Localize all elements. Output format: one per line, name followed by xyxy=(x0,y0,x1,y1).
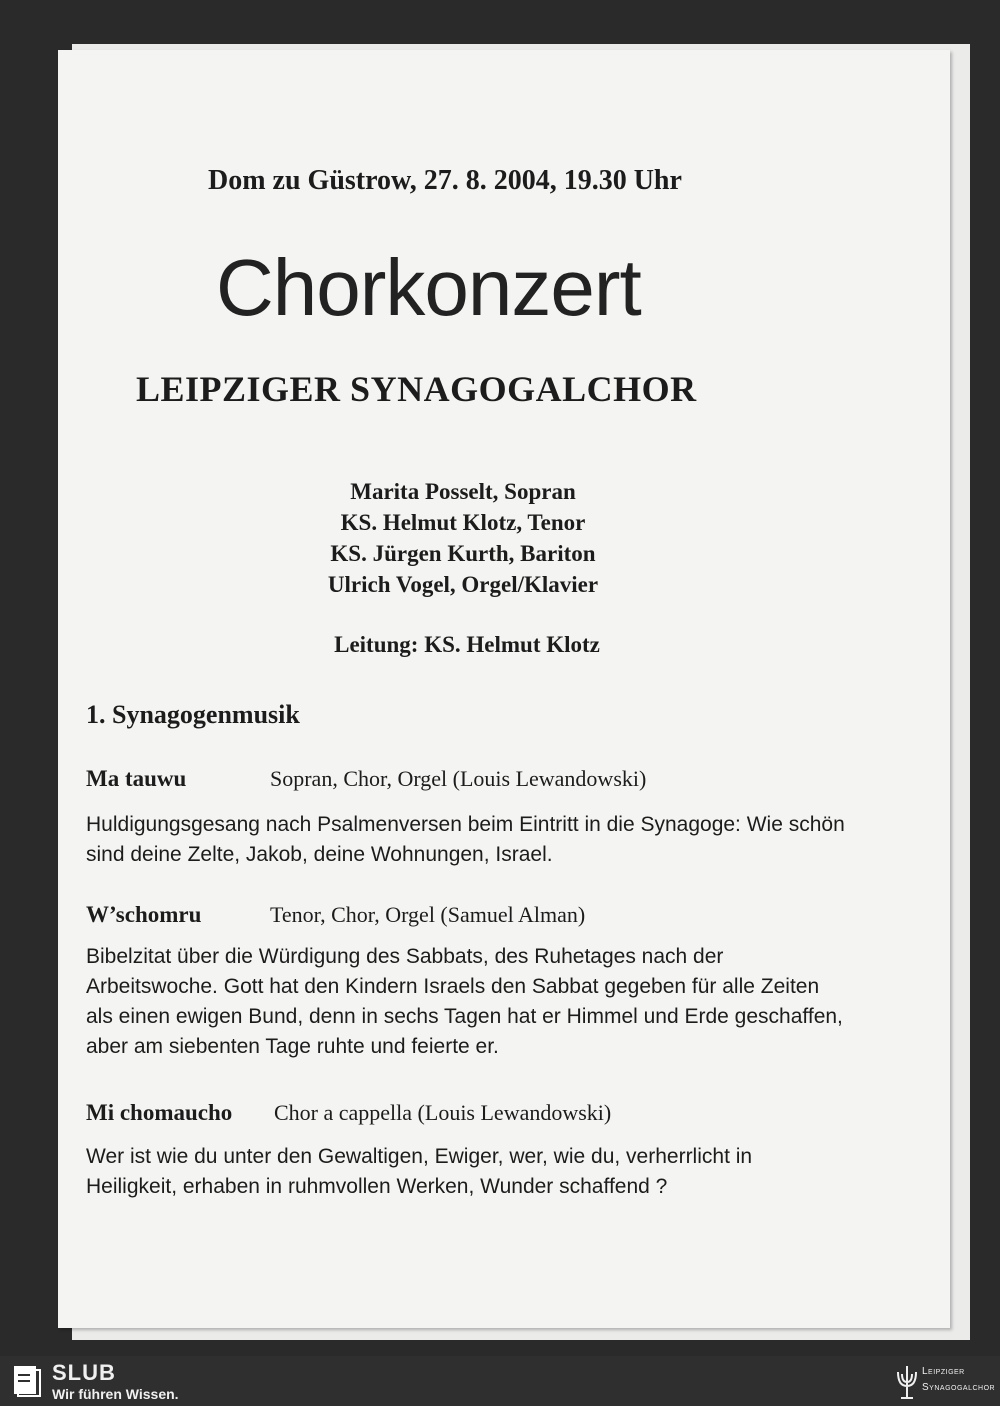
piece-title-ma-tauwu: Ma tauwu xyxy=(86,766,187,791)
performer-organ: Ulrich Vogel, Orgel/Klavier xyxy=(327,572,599,597)
performer-list xyxy=(58,476,868,600)
slub-logo-icon xyxy=(12,1364,42,1398)
performer-soprano: Marita Posselt, Sopran xyxy=(350,479,576,504)
piece-description-wschomru: Bibelzitat über die Würdigung des Sabbats, des Ruhetages nach der Arbeitswoche. Gott hat den Kindern Israels den Sabbat gegeben für alle Zeiten als einen ewigen Bund, denn in sechs Tagen hat er Himmel und Erde geschaffen, aber am siebenten Tage ruhte und feierte er. xyxy=(86,945,843,1058)
slub-brand[interactable]: SLUB xyxy=(52,1360,116,1385)
piece-info-ma-tauwu: Sopran, Chor, Orgel (Louis Lewandowski) xyxy=(270,766,647,791)
concert-title: Chorkonzert xyxy=(216,243,641,332)
conductor-line: Leitung: KS. Helmut Klotz xyxy=(334,632,600,657)
slub-slogan: Wir führen Wissen. xyxy=(52,1386,179,1402)
partner-name-line1: Leipziger xyxy=(922,1366,965,1377)
choir-name: LEIPZIGER SYNAGOGALCHOR xyxy=(136,369,697,409)
footer-bar xyxy=(0,1356,1000,1406)
piece-description-ma-tauwu: Huldigungsgesang nach Psalmenversen beim Eintritt in die Synagoge: Wie schön sind deine Zelte, Jakob, deine Wohnungen, Israel. xyxy=(86,813,845,866)
section-title: 1. Synagogenmusik xyxy=(86,700,300,729)
piece-info-wschomru: Tenor, Chor, Orgel (Samuel Alman) xyxy=(270,902,586,927)
program-page xyxy=(58,50,950,1328)
piece-title-wschomru: W’schomru xyxy=(86,902,202,927)
piece-info-mi-chomaucho: Chor a cappella (Louis Lewandowski) xyxy=(274,1100,612,1125)
menorah-icon xyxy=(894,1362,920,1402)
piece-title-mi-chomaucho: Mi chomaucho xyxy=(86,1100,233,1125)
piece-description-mi-chomaucho: Wer ist wie du unter den Gewaltigen, Ewiger, wer, wie du, verherrlicht in Heiligkeit, erhaben in ruhmvollen Werken, Wunder schaffend ? xyxy=(86,1145,753,1198)
partner-name-line2: Synagogalchor xyxy=(922,1382,996,1393)
venue-date-line: Dom zu Güstrow, 27. 8. 2004, 19.30 Uhr xyxy=(208,165,682,196)
performer-tenor: KS. Helmut Klotz, Tenor xyxy=(340,510,586,535)
performer-baritone: KS. Jürgen Kurth, Bariton xyxy=(330,541,596,566)
